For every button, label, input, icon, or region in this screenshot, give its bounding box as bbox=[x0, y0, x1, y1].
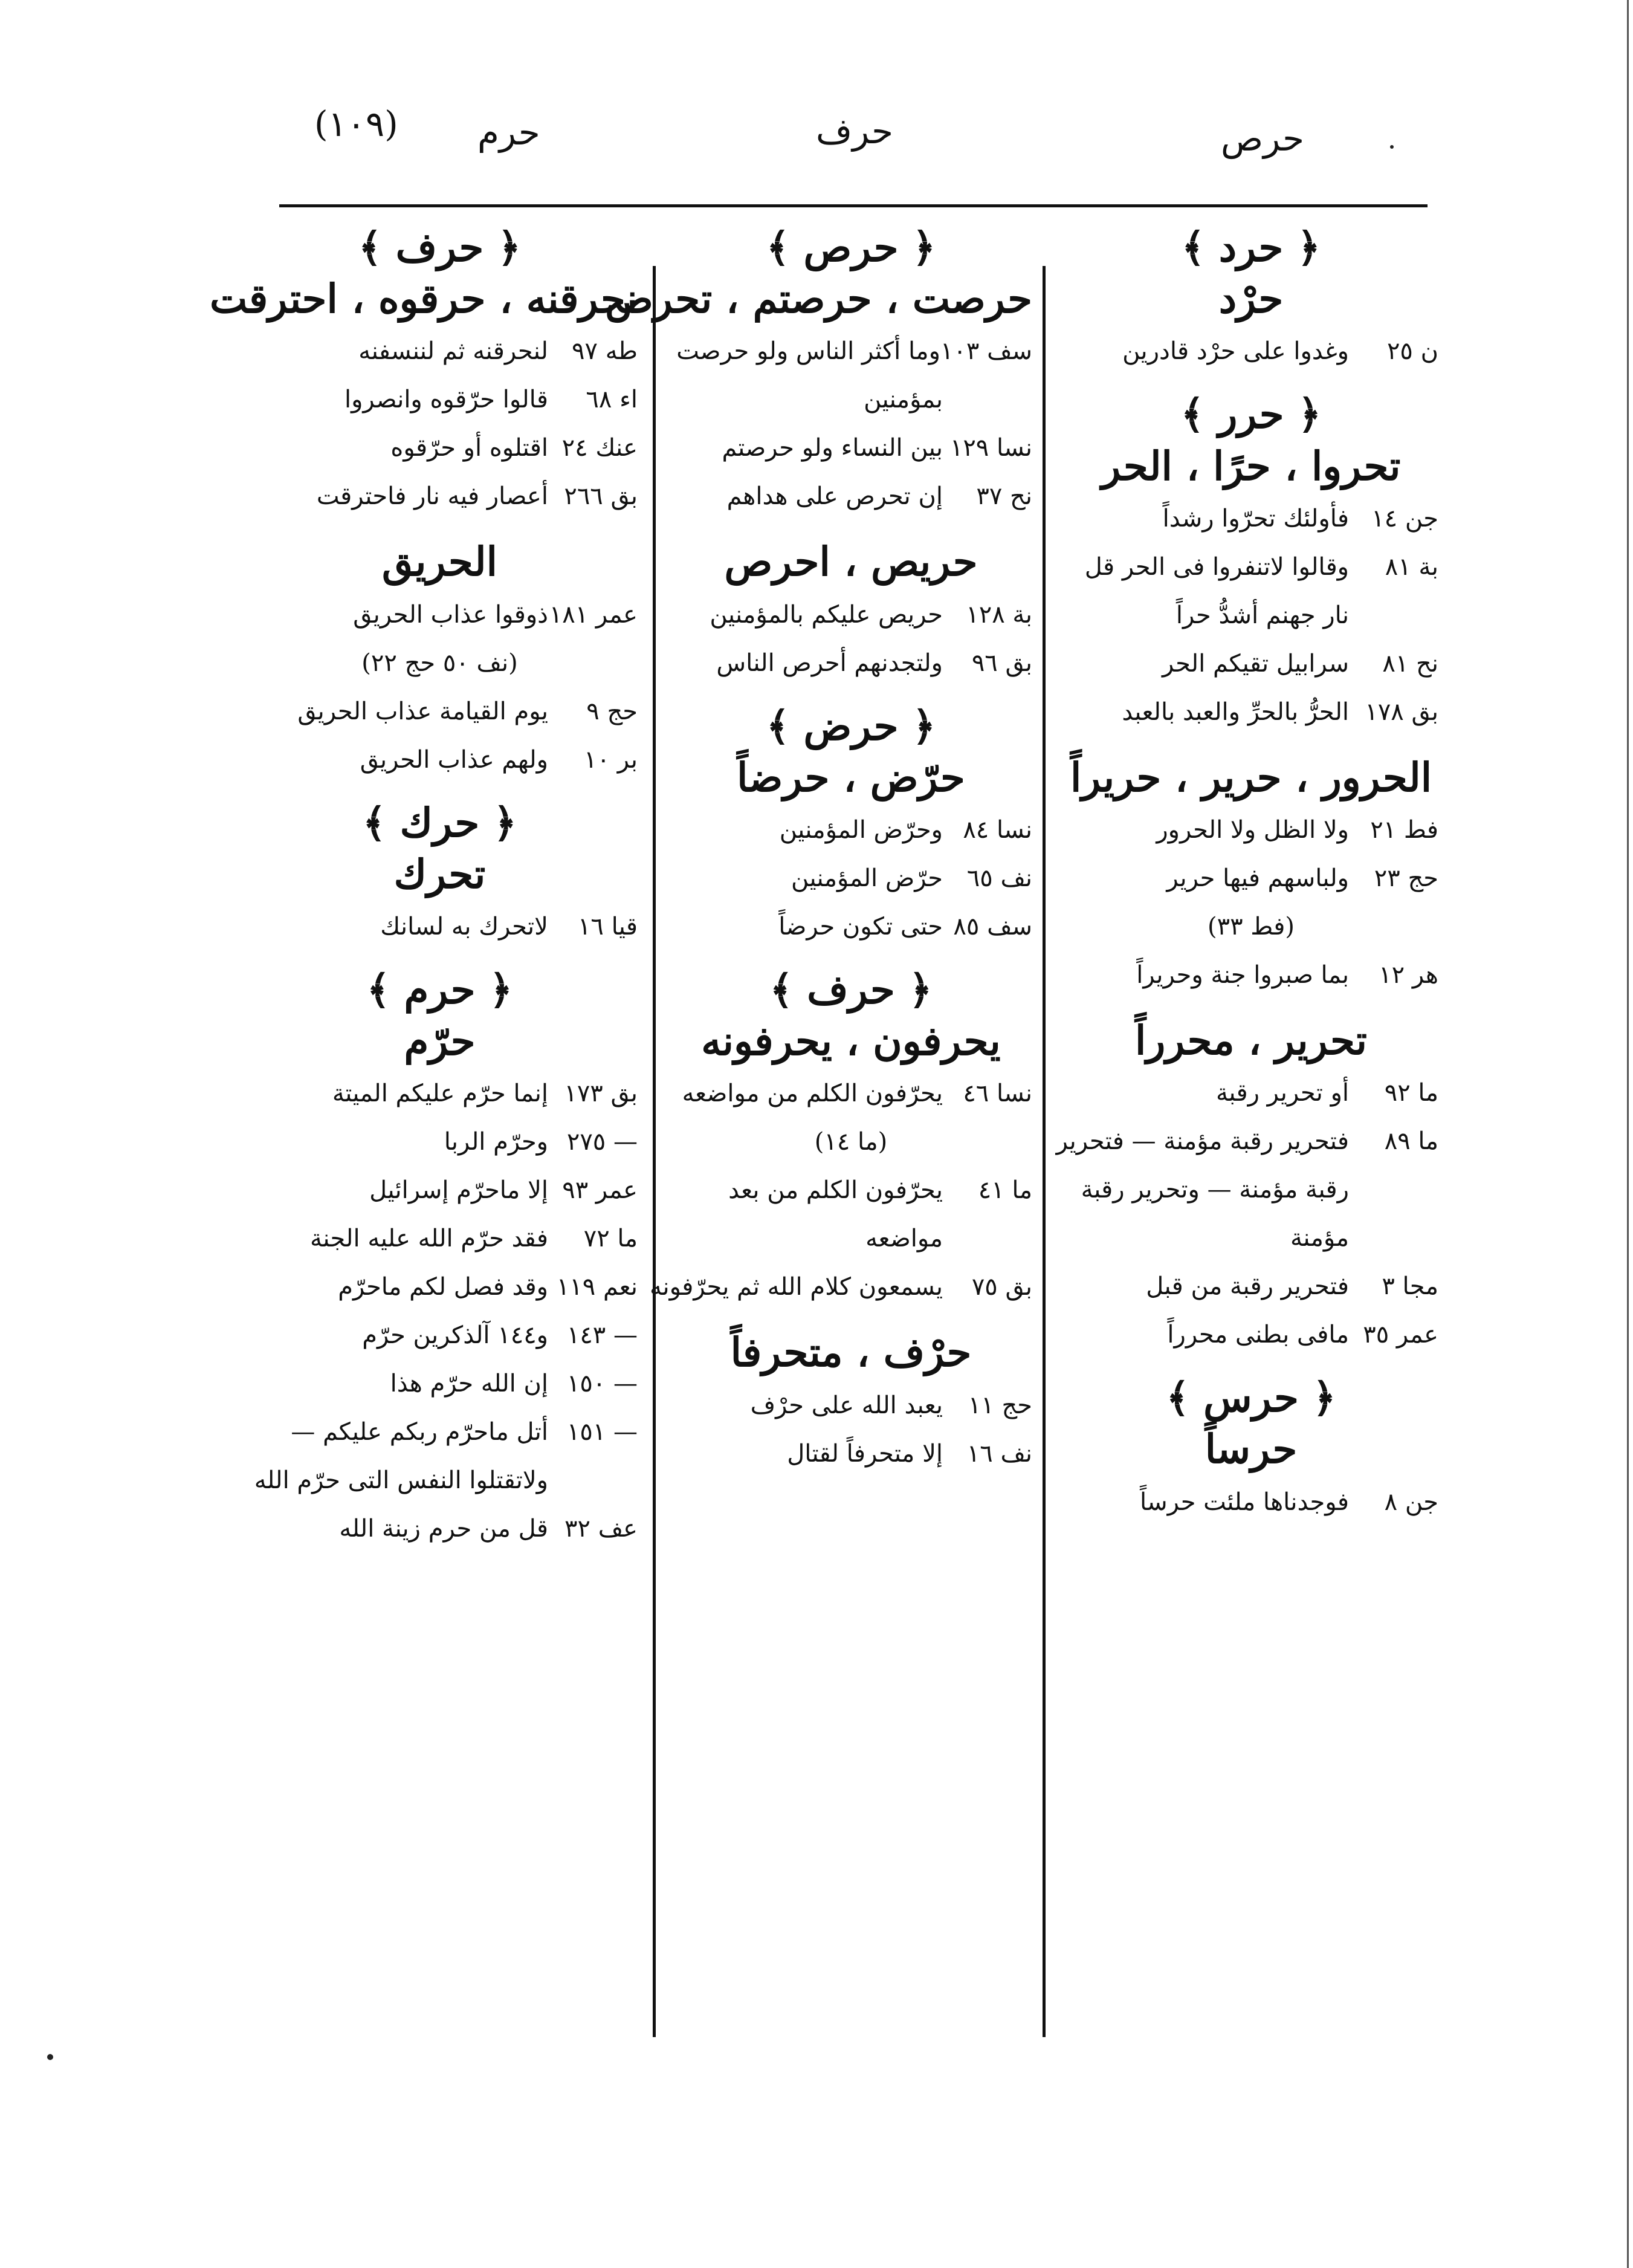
citation-reference: فط ٢١ bbox=[1370, 815, 1438, 844]
citation-text: فأولئك تحرّوا رشداً bbox=[1162, 504, 1349, 533]
citation-text: الحرُّ بالحرِّ والعبد بالعبد bbox=[1122, 698, 1349, 726]
citation-line bbox=[242, 481, 638, 511]
citation-reference: — ٢٧٥ bbox=[566, 1128, 638, 1156]
citation-line bbox=[242, 1223, 638, 1254]
citation-text: فتحرير رقبة من قبل bbox=[1146, 1272, 1349, 1301]
root-section-title: ﴿ حرم ﴾ bbox=[366, 965, 513, 1013]
entry-heading: حرساً bbox=[1205, 1425, 1298, 1473]
citation-reference: ما ٧٢ bbox=[583, 1225, 638, 1253]
citation-reference: ما ٤١ bbox=[978, 1176, 1032, 1205]
citation-line bbox=[242, 1175, 638, 1205]
citation-reference: بة ١٢٨ bbox=[966, 600, 1032, 629]
citation-line bbox=[670, 912, 1032, 942]
citation-line bbox=[1064, 697, 1438, 727]
citation-reference: اء ٦٨ bbox=[586, 386, 638, 414]
citation-line bbox=[1064, 1487, 1438, 1517]
citation-text: بما صبروا جنة وحريراً bbox=[1136, 961, 1349, 989]
citation-line bbox=[670, 863, 1032, 893]
citation-reference: عنك ٢٤ bbox=[561, 434, 638, 462]
citation-text: أتل ماحرّم ربكم عليكم — bbox=[291, 1418, 548, 1447]
citation-line bbox=[670, 433, 1032, 463]
citation-text: سرابيل تقيكم الحر bbox=[1162, 649, 1349, 678]
entry-heading: تحرك bbox=[393, 850, 486, 898]
root-section-title: ﴿ حرك ﴾ bbox=[363, 799, 517, 846]
column-right bbox=[1056, 224, 1438, 1535]
root-section-title: ﴿ حرص ﴾ bbox=[766, 224, 936, 271]
citation-line bbox=[242, 1127, 638, 1157]
citation-text: فتحرير رقبة مؤمنة — فتحرير bbox=[1056, 1127, 1349, 1156]
root-section-title: ﴿ حرض ﴾ bbox=[766, 702, 936, 750]
citation-text: يحرّفون الكلم من مواضعه bbox=[682, 1080, 943, 1108]
citation-line bbox=[670, 648, 1032, 678]
citation-continuation: ولاتقتلوا النفس التى حرّم الله bbox=[254, 1466, 548, 1495]
citation-reference: ما ٩٢ bbox=[1384, 1079, 1438, 1107]
citation-reference: عمر ٩٣ bbox=[562, 1176, 638, 1205]
citation-continuation: بمؤمنين bbox=[864, 386, 943, 414]
citation-line bbox=[1064, 336, 1438, 366]
citation-text: حرّض المؤمنين bbox=[791, 864, 943, 892]
citation-reference: بق ١٧٣ bbox=[564, 1080, 638, 1108]
page-edge bbox=[1627, 0, 1629, 2268]
citation-line bbox=[242, 745, 638, 775]
citation-text: حتى تكون حرضاً bbox=[778, 912, 943, 941]
citation-text: و١٤٤ آلذكرين حرّم bbox=[362, 1321, 548, 1350]
citation-reference: جن ١٤ bbox=[1371, 504, 1438, 533]
citation-text: إن تحرص على هداهم bbox=[726, 482, 943, 511]
citation-reference: — ١٤٣ bbox=[566, 1321, 638, 1350]
citation-text: فوجدناها ملئت حرساً bbox=[1139, 1488, 1349, 1516]
citation-line bbox=[670, 600, 1032, 630]
citation-reference: نسا ٤٦ bbox=[963, 1080, 1032, 1108]
citation-line bbox=[242, 1417, 638, 1447]
citation-text: قالوا حرّقوه وانصروا bbox=[344, 386, 548, 414]
citation-reference: نح ٣٧ bbox=[976, 482, 1032, 511]
citation-reference: نف ٦٥ bbox=[966, 864, 1032, 892]
citation-reference: بق ٧٥ bbox=[971, 1273, 1032, 1301]
root-section-title: ﴿ حرد ﴾ bbox=[1182, 224, 1321, 271]
entry-heading: تحرير ، محرراً bbox=[1134, 1016, 1367, 1064]
citation-reference: — ١٥٠ bbox=[566, 1370, 638, 1398]
citation-continuation: مؤمنة bbox=[1290, 1224, 1349, 1252]
citation-line bbox=[1064, 504, 1438, 534]
citation-text: اقتلوه أو حرّقوه bbox=[390, 434, 548, 462]
column-divider-right bbox=[1043, 266, 1046, 2037]
citation-text: إلا ماحرّم إسرائيل bbox=[369, 1176, 548, 1205]
citation-reference: طه ٩٧ bbox=[572, 337, 638, 366]
citation-text: أو تحرير رقبة bbox=[1215, 1079, 1349, 1107]
citation-line bbox=[242, 912, 638, 942]
citation-text: يوم القيامة عذاب الحريق bbox=[297, 697, 548, 725]
citation-reference: سف ١٠٣ bbox=[940, 337, 1032, 366]
citation-line bbox=[670, 481, 1032, 511]
entry-heading: حريص ، احرص bbox=[724, 538, 978, 586]
citation-text: ولا الظل ولا الحرور bbox=[1156, 815, 1349, 844]
citation-text: وغدوا على حرْد قادرين bbox=[1122, 337, 1349, 366]
entry-heading: نحرقنه ، حرقوه ، احترقت bbox=[209, 275, 638, 323]
citation-text: يعبد الله على حرْف bbox=[750, 1391, 943, 1419]
citation-line bbox=[242, 336, 638, 366]
citation-reference: عف ٣٢ bbox=[564, 1515, 638, 1543]
citation-text: ولتجدنهم أحرص الناس bbox=[716, 649, 943, 677]
citation-reference: بق ١٧٨ bbox=[1365, 698, 1438, 726]
citation-reference: — ١٥١ bbox=[566, 1418, 638, 1447]
citation-text: قل من حرم زينة الله bbox=[339, 1515, 548, 1543]
citation-reference: بر ١٠ bbox=[584, 745, 638, 774]
cross-reference: (نف ٥٠ حج ٢٢) bbox=[361, 649, 518, 677]
column-left bbox=[209, 224, 638, 1562]
header-rule bbox=[279, 204, 1428, 207]
citation-reference: نسا ١٢٩ bbox=[949, 434, 1032, 462]
citation-line bbox=[242, 433, 638, 463]
page-number: (١٠٩) bbox=[314, 103, 398, 144]
entry-heading: حرْد bbox=[1218, 275, 1284, 323]
citation-text: يحرّفون الكلم من بعد bbox=[728, 1176, 943, 1205]
cross-reference: (ما ١٤) bbox=[814, 1128, 888, 1156]
citation-text: حريص عليكم بالمؤمنين bbox=[710, 600, 943, 629]
citation-reference: نسا ٨٤ bbox=[963, 815, 1032, 844]
entry-heading: الحريق bbox=[382, 538, 497, 586]
citation-reference: عمر ١٨١ bbox=[549, 600, 638, 629]
citation-reference: سف ٨٥ bbox=[953, 912, 1032, 941]
citation-text: بين النساء ولو حرصتم bbox=[722, 434, 943, 462]
running-head-center: حرف bbox=[816, 111, 893, 152]
citation-text: لاتحرك به لسانك bbox=[380, 912, 548, 941]
citation-continuation: مواضعه bbox=[865, 1225, 943, 1253]
citation-text: أعصار فيه نار فاحترقت bbox=[316, 482, 548, 511]
citation-text: ولهم عذاب الحريق bbox=[360, 745, 548, 774]
citation-reference: ما ٨٩ bbox=[1384, 1127, 1438, 1156]
citation-line bbox=[242, 384, 638, 415]
citation-line bbox=[242, 1320, 638, 1350]
root-section-title: ﴿ حرس ﴾ bbox=[1166, 1374, 1336, 1422]
citation-line bbox=[242, 600, 638, 630]
entry-heading: الحرور ، حرير ، حريراً bbox=[1070, 753, 1432, 801]
citation-text: وحرّض المؤمنين bbox=[779, 815, 943, 844]
citation-line bbox=[670, 336, 1032, 366]
citation-reference: بة ٨١ bbox=[1385, 552, 1438, 581]
entry-heading: حرّم bbox=[404, 1017, 476, 1065]
entry-heading: حرصت ، حرصتم ، تحرص bbox=[605, 275, 1032, 323]
citation-line bbox=[1064, 960, 1438, 990]
running-head-right: حرص bbox=[1221, 118, 1304, 159]
citation-text: وما أكثر الناس ولو حرصت bbox=[676, 337, 940, 366]
citation-reference: حج ٢٣ bbox=[1374, 864, 1438, 892]
citation-continuation: نار جهنم أشدُّ حراً bbox=[1175, 601, 1349, 629]
citation-text: ولباسهم فيها حرير bbox=[1166, 864, 1349, 892]
citation-text: لنحرقنه ثم لننسفنه bbox=[358, 337, 548, 366]
citation-line bbox=[242, 1272, 638, 1302]
citation-line bbox=[1064, 1320, 1438, 1350]
citation-line bbox=[670, 1390, 1032, 1421]
citation-text: وقالوا لاتنفروا فى الحر قل bbox=[1084, 552, 1349, 581]
citation-line bbox=[1056, 1126, 1438, 1156]
citation-reference: هر ١٢ bbox=[1379, 961, 1438, 989]
citation-line bbox=[242, 1078, 638, 1109]
citation-continuation: رقبة مؤمنة — وتحرير رقبة bbox=[1081, 1176, 1349, 1204]
root-section-title: ﴿ حرف ﴾ bbox=[358, 224, 521, 271]
cross-reference: (فط ٣٣) bbox=[1208, 912, 1295, 941]
citation-line bbox=[1064, 1271, 1438, 1301]
entry-heading: حرّض ، حرضاً bbox=[737, 753, 965, 801]
citation-line bbox=[670, 1175, 1032, 1205]
column-divider-left bbox=[653, 266, 656, 2037]
citation-line bbox=[1064, 1078, 1438, 1108]
citation-reference: قيا ١٦ bbox=[577, 912, 638, 941]
root-section-title: ﴿ حرف ﴾ bbox=[769, 965, 933, 1013]
citation-text: إنما حرّم عليكم الميتة bbox=[332, 1080, 548, 1108]
citation-line bbox=[670, 1078, 1032, 1109]
citation-text: وقد فصل لكم ماحرّم bbox=[338, 1273, 548, 1301]
citation-text: مافى بطنى محرراً bbox=[1167, 1321, 1349, 1349]
running-head-left: حرم bbox=[477, 112, 540, 153]
citation-reference: حج ١١ bbox=[968, 1391, 1032, 1419]
citation-line bbox=[1064, 552, 1438, 582]
citation-line bbox=[242, 1514, 638, 1544]
citation-reference: نح ٨١ bbox=[1382, 649, 1438, 678]
citation-line bbox=[670, 1439, 1032, 1469]
citation-text: يسمعون كلام الله ثم يحرّفونه bbox=[650, 1273, 943, 1301]
citation-line bbox=[1064, 863, 1438, 893]
citation-line bbox=[1064, 649, 1438, 679]
citation-reference: بق ٩٦ bbox=[971, 649, 1032, 677]
stray-mark bbox=[47, 2054, 53, 2060]
root-section-title: ﴿ حرر ﴾ bbox=[1180, 390, 1322, 438]
citation-reference: نعم ١١٩ bbox=[556, 1273, 638, 1301]
citation-line bbox=[670, 815, 1032, 845]
citation-reference: حج ٩ bbox=[586, 697, 638, 725]
citation-reference: عمر ٣٥ bbox=[1363, 1321, 1438, 1349]
citation-line bbox=[242, 1369, 638, 1399]
citation-reference: نف ١٦ bbox=[966, 1439, 1032, 1468]
entry-heading: حرْف ، متحرفاً bbox=[730, 1329, 972, 1376]
citation-reference: ن ٢٥ bbox=[1386, 337, 1438, 366]
stray-mark bbox=[1390, 145, 1394, 149]
citation-reference: بق ٢٦٦ bbox=[564, 482, 638, 511]
citation-text: إلا متحرفاً لقتال bbox=[787, 1439, 943, 1468]
citation-reference: مجا ٣ bbox=[1382, 1272, 1438, 1301]
citation-reference: جن ٨ bbox=[1384, 1488, 1438, 1516]
entry-heading: يحرفون ، يحرفونه bbox=[701, 1017, 1001, 1065]
citation-line bbox=[242, 696, 638, 727]
citation-text: إن الله حرّم هذا bbox=[390, 1370, 548, 1398]
citation-text: فقد حرّم الله عليه الجنة bbox=[309, 1225, 548, 1253]
citation-line bbox=[650, 1272, 1032, 1302]
citation-text: وحرّم الربا bbox=[444, 1128, 548, 1156]
citation-line bbox=[1064, 815, 1438, 845]
citation-text: ذوقوا عذاب الحريق bbox=[353, 600, 548, 629]
entry-heading: تحروا ، حرًا ، الحر bbox=[1101, 442, 1401, 490]
